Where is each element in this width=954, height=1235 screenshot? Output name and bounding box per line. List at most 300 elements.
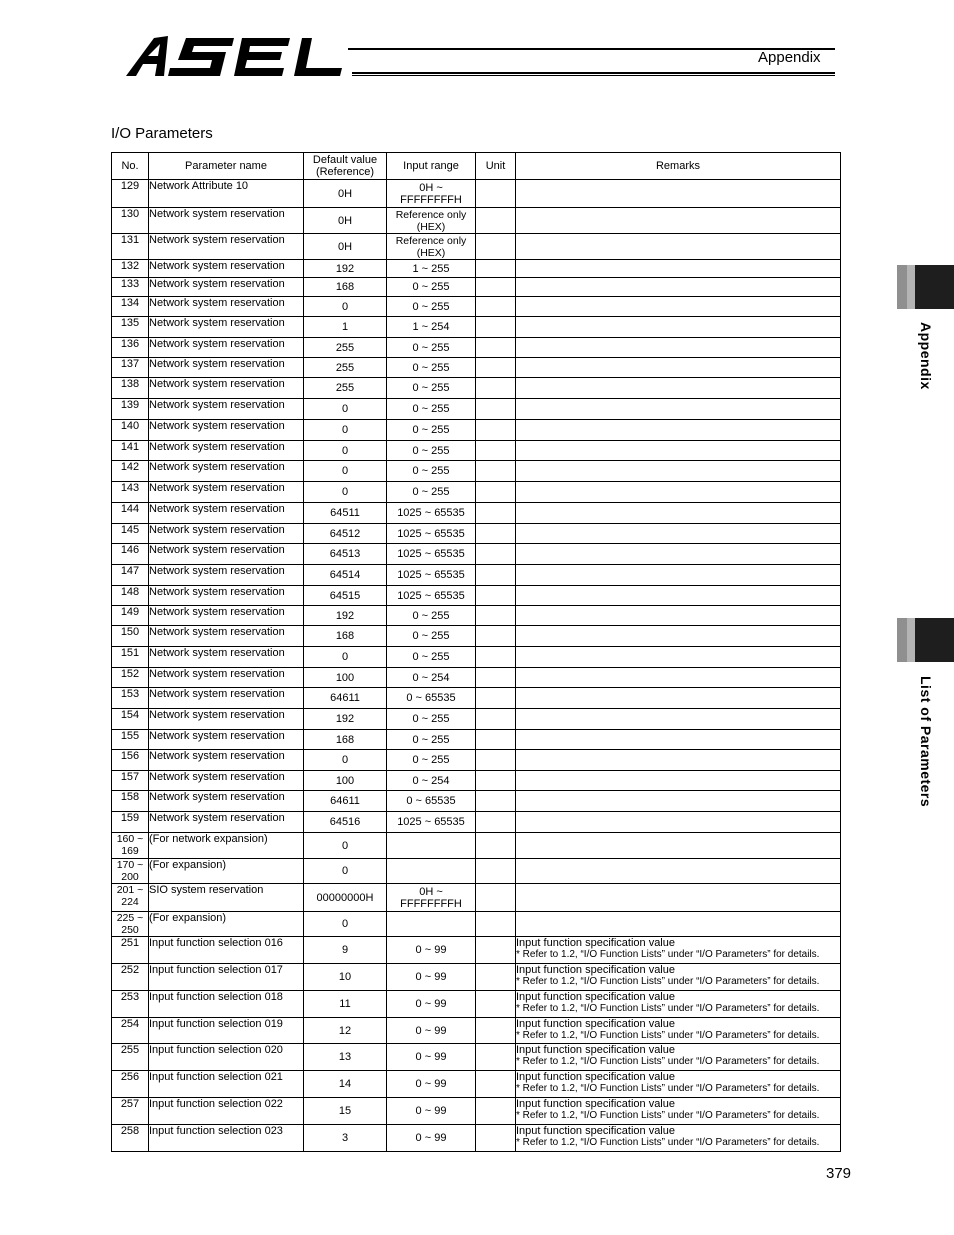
cell-remarks (516, 859, 841, 884)
cell-no: 149 (112, 606, 149, 626)
cell-unit (476, 461, 516, 482)
cell-input-range: 0 ~ 255 (387, 399, 476, 420)
cell-remarks (516, 399, 841, 420)
table-row (112, 358, 841, 378)
cell-remarks (516, 180, 841, 208)
cell-default-value: 168 (304, 626, 387, 647)
cell-input-range: 1 ~ 254 (387, 317, 476, 338)
side-tab-marker-parameters (897, 618, 954, 662)
cell-default-value: 0 (304, 833, 387, 859)
cell-unit (476, 937, 516, 964)
table-row (112, 338, 841, 358)
cell-parameter-name: Input function selection 020 (149, 1044, 304, 1071)
cell-no: 148 (112, 586, 149, 606)
table-row (112, 688, 841, 709)
cell-default-value: 64516 (304, 812, 387, 833)
cell-no: 159 (112, 812, 149, 833)
cell-default-value: 11 (304, 991, 387, 1018)
cell-input-range: 0 ~ 99 (387, 937, 476, 964)
cell-remarks (516, 668, 841, 688)
cell-parameter-name: Network system reservation (149, 399, 304, 420)
cell-default-value: 0 (304, 399, 387, 420)
cell-parameter-name: Input function selection 019 (149, 1018, 304, 1044)
cell-no: 138 (112, 378, 149, 399)
cell-parameter-name: Network system reservation (149, 317, 304, 338)
cell-remarks (516, 964, 841, 991)
cell-remarks (516, 260, 841, 278)
remarks-note: * Refer to 1.2, “I/O Function Lists” under “I/O Parameters” for details. (516, 1083, 820, 1094)
table-row (112, 482, 841, 503)
header-rule-bottom (352, 72, 835, 74)
cell-input-range: 0 ~ 65535 (387, 688, 476, 709)
cell-no: 154 (112, 709, 149, 730)
cell-unit (476, 1071, 516, 1098)
cell-remarks (516, 208, 841, 234)
table-row (112, 991, 841, 1018)
cell-no: 153 (112, 688, 149, 709)
cell-parameter-name: Network system reservation (149, 544, 304, 565)
cell-input-range: 0H ~ FFFFFFFFH (387, 884, 476, 912)
cell-default-value: 0 (304, 482, 387, 503)
cell-input-range: 1025 ~ 65535 (387, 812, 476, 833)
cell-unit (476, 1098, 516, 1125)
cell-unit (476, 180, 516, 208)
cell-default-value: 192 (304, 260, 387, 278)
cell-parameter-name: Input function selection 018 (149, 991, 304, 1018)
cell-default-value: 0 (304, 859, 387, 884)
cell-default-value: 64611 (304, 688, 387, 709)
cell-no: 254 (112, 1018, 149, 1044)
column-header-unit: Unit (476, 153, 516, 180)
cell-no: 225 ~ 250 (112, 912, 149, 937)
cell-no: 131 (112, 234, 149, 260)
cell-default-value: 64611 (304, 791, 387, 812)
cell-remarks (516, 461, 841, 482)
table-row (112, 626, 841, 647)
cell-parameter-name: Network system reservation (149, 791, 304, 812)
table-row (112, 730, 841, 750)
cell-input-range: 0 ~ 255 (387, 709, 476, 730)
cell-parameter-name: Network system reservation (149, 750, 304, 771)
cell-input-range: 0 ~ 255 (387, 647, 476, 668)
table-row (112, 441, 841, 461)
cell-remarks (516, 884, 841, 912)
cell-input-range (387, 912, 476, 937)
cell-remarks (516, 358, 841, 378)
cell-input-range: 0 ~ 255 (387, 297, 476, 317)
cell-parameter-name: Network system reservation (149, 441, 304, 461)
table-body (112, 180, 841, 1152)
cell-input-range: 1025 ~ 65535 (387, 503, 476, 524)
cell-no: 145 (112, 524, 149, 544)
cell-default-value: 64514 (304, 565, 387, 586)
cell-parameter-name: Network system reservation (149, 668, 304, 688)
cell-parameter-name: (For expansion) (149, 859, 304, 884)
cell-default-value: 10 (304, 964, 387, 991)
table-row (112, 647, 841, 668)
table-row (112, 709, 841, 730)
cell-parameter-name: Network system reservation (149, 626, 304, 647)
table-row (112, 668, 841, 688)
cell-unit (476, 771, 516, 791)
cell-parameter-name: (For expansion) (149, 912, 304, 937)
cell-no: 137 (112, 358, 149, 378)
cell-unit (476, 260, 516, 278)
cell-unit (476, 399, 516, 420)
cell-parameter-name: Input function selection 021 (149, 1071, 304, 1098)
remarks-note: * Refer to 1.2, “I/O Function Lists” under “I/O Parameters” for details. (516, 949, 820, 960)
cell-no: 146 (112, 544, 149, 565)
cell-unit (476, 565, 516, 586)
cell-unit (476, 441, 516, 461)
cell-parameter-name: (For network expansion) (149, 833, 304, 859)
side-tab-label-appendix: Appendix (918, 322, 934, 390)
table-row (112, 964, 841, 991)
cell-default-value: 0H (304, 234, 387, 260)
remarks-text: Input function specification value (516, 964, 675, 976)
cell-unit (476, 234, 516, 260)
cell-remarks (516, 730, 841, 750)
cell-no: 258 (112, 1125, 149, 1152)
cell-default-value: 168 (304, 730, 387, 750)
cell-parameter-name: Network system reservation (149, 378, 304, 399)
table-row (112, 208, 841, 234)
remarks-note: * Refer to 1.2, “I/O Function Lists” under “I/O Parameters” for details. (516, 976, 820, 987)
cell-input-range: 0 ~ 99 (387, 964, 476, 991)
cell-default-value: 0 (304, 441, 387, 461)
cell-parameter-name: Network system reservation (149, 234, 304, 260)
cell-unit (476, 544, 516, 565)
cell-unit (476, 964, 516, 991)
cell-input-range: 0 ~ 255 (387, 626, 476, 647)
cell-remarks (516, 441, 841, 461)
cell-parameter-name: Network system reservation (149, 524, 304, 544)
table-row (112, 503, 841, 524)
cell-remarks (516, 750, 841, 771)
cell-unit (476, 420, 516, 441)
cell-default-value: 64513 (304, 544, 387, 565)
cell-no: 136 (112, 338, 149, 358)
cell-default-value: 192 (304, 606, 387, 626)
cell-no: 256 (112, 1071, 149, 1098)
cell-no: 143 (112, 482, 149, 503)
header-section-label: Appendix (758, 49, 821, 66)
cell-input-range: 0 ~ 255 (387, 750, 476, 771)
table-row (112, 1098, 841, 1125)
table-row (112, 234, 841, 260)
table-row (112, 317, 841, 338)
cell-no: 155 (112, 730, 149, 750)
cell-parameter-name: Network system reservation (149, 709, 304, 730)
cell-remarks (516, 1018, 841, 1044)
cell-no: 141 (112, 441, 149, 461)
table-row (112, 420, 841, 441)
cell-input-range: 0 ~ 254 (387, 668, 476, 688)
cell-unit (476, 1044, 516, 1071)
side-tab-stripe (897, 618, 907, 662)
cell-input-range: Reference only (HEX) (387, 234, 476, 260)
cell-no: 157 (112, 771, 149, 791)
cell-remarks (516, 912, 841, 937)
cell-unit (476, 668, 516, 688)
cell-default-value: 13 (304, 1044, 387, 1071)
remarks-note: * Refer to 1.2, “I/O Function Lists” under “I/O Parameters” for details. (516, 1003, 820, 1014)
cell-unit (476, 317, 516, 338)
table-row (112, 1125, 841, 1152)
cell-no: 170 ~ 200 (112, 859, 149, 884)
cell-parameter-name: Network system reservation (149, 260, 304, 278)
cell-input-range: 1 ~ 255 (387, 260, 476, 278)
cell-remarks (516, 937, 841, 964)
cell-default-value: 9 (304, 937, 387, 964)
cell-parameter-name: Network system reservation (149, 771, 304, 791)
cell-input-range: 0 ~ 255 (387, 420, 476, 441)
column-header-remarks: Remarks (516, 153, 841, 180)
cell-parameter-name: Network system reservation (149, 278, 304, 297)
cell-default-value: 0 (304, 297, 387, 317)
column-header-default-value-text: Default value (Reference) (312, 154, 378, 178)
cell-unit (476, 688, 516, 709)
cell-parameter-name: Network system reservation (149, 208, 304, 234)
cell-unit (476, 647, 516, 668)
cell-default-value: 255 (304, 338, 387, 358)
cell-no: 130 (112, 208, 149, 234)
asel-logo (124, 34, 346, 78)
cell-input-range: 0 ~ 99 (387, 1125, 476, 1152)
cell-remarks (516, 420, 841, 441)
table-row (112, 297, 841, 317)
cell-remarks (516, 338, 841, 358)
table-row (112, 859, 841, 884)
cell-input-range: 0 ~ 255 (387, 461, 476, 482)
cell-input-range: 0 ~ 255 (387, 278, 476, 297)
cell-remarks (516, 317, 841, 338)
cell-remarks (516, 1044, 841, 1071)
cell-parameter-name: Network system reservation (149, 482, 304, 503)
cell-parameter-name: Network system reservation (149, 730, 304, 750)
table-row (112, 1071, 841, 1098)
remarks-note: * Refer to 1.2, “I/O Function Lists” under “I/O Parameters” for details. (516, 1056, 820, 1067)
cell-remarks (516, 771, 841, 791)
cell-unit (476, 912, 516, 937)
remarks-text: Input function specification value (516, 937, 675, 949)
cell-unit (476, 378, 516, 399)
cell-no: 129 (112, 180, 149, 208)
section-title: I/O Parameters (111, 125, 213, 142)
remarks-text: Input function specification value (516, 1098, 675, 1110)
cell-input-range: 1025 ~ 65535 (387, 544, 476, 565)
cell-parameter-name: Network system reservation (149, 461, 304, 482)
table-row (112, 791, 841, 812)
table-row (112, 912, 841, 937)
cell-remarks (516, 297, 841, 317)
cell-remarks (516, 709, 841, 730)
table-row (112, 833, 841, 859)
cell-unit (476, 730, 516, 750)
cell-input-range: 0 ~ 254 (387, 771, 476, 791)
table-row (112, 524, 841, 544)
cell-default-value: 0H (304, 180, 387, 208)
table-row (112, 771, 841, 791)
cell-input-range: 0 ~ 65535 (387, 791, 476, 812)
cell-parameter-name: Network Attribute 10 (149, 180, 304, 208)
side-tab-label-list-of-parameters: List of Parameters (918, 676, 934, 808)
cell-remarks (516, 278, 841, 297)
cell-remarks (516, 524, 841, 544)
cell-default-value: 00000000H (304, 884, 387, 912)
cell-default-value: 12 (304, 1018, 387, 1044)
cell-default-value: 0 (304, 420, 387, 441)
cell-unit (476, 812, 516, 833)
cell-unit (476, 709, 516, 730)
cell-default-value: 3 (304, 1125, 387, 1152)
cell-input-range (387, 859, 476, 884)
cell-unit (476, 884, 516, 912)
cell-no: 257 (112, 1098, 149, 1125)
cell-no: 252 (112, 964, 149, 991)
cell-remarks (516, 234, 841, 260)
remarks-note: * Refer to 1.2, “I/O Function Lists” under “I/O Parameters” for details. (516, 1110, 820, 1121)
cell-default-value: 255 (304, 358, 387, 378)
table-row (112, 1018, 841, 1044)
cell-parameter-name: Network system reservation (149, 420, 304, 441)
remarks-text: Input function specification value (516, 1018, 675, 1030)
cell-unit (476, 482, 516, 503)
cell-default-value: 0 (304, 750, 387, 771)
cell-remarks (516, 688, 841, 709)
cell-input-range: 0 ~ 255 (387, 730, 476, 750)
cell-default-value: 0 (304, 912, 387, 937)
cell-remarks (516, 812, 841, 833)
cell-unit (476, 626, 516, 647)
cell-remarks (516, 586, 841, 606)
remarks-text: Input function specification value (516, 1071, 675, 1083)
table-row (112, 180, 841, 208)
cell-unit (476, 791, 516, 812)
cell-input-range (387, 833, 476, 859)
cell-parameter-name: Network system reservation (149, 565, 304, 586)
cell-parameter-name: Network system reservation (149, 586, 304, 606)
cell-no: 255 (112, 1044, 149, 1071)
cell-no: 251 (112, 937, 149, 964)
cell-unit (476, 358, 516, 378)
cell-remarks (516, 503, 841, 524)
cell-default-value: 100 (304, 771, 387, 791)
cell-input-range: 0 ~ 99 (387, 1018, 476, 1044)
cell-parameter-name: Network system reservation (149, 812, 304, 833)
cell-no: 160 ~ 169 (112, 833, 149, 859)
cell-parameter-name: Input function selection 023 (149, 1125, 304, 1152)
cell-parameter-name: Network system reservation (149, 297, 304, 317)
cell-input-range: 0 ~ 99 (387, 1071, 476, 1098)
cell-unit (476, 833, 516, 859)
column-header-parameter-name: Parameter name (149, 153, 304, 180)
cell-unit (476, 750, 516, 771)
cell-no: 142 (112, 461, 149, 482)
cell-input-range: 0 ~ 255 (387, 338, 476, 358)
header-rule-bottom-thin (352, 75, 835, 76)
cell-remarks (516, 833, 841, 859)
cell-remarks (516, 565, 841, 586)
cell-parameter-name: SIO system reservation (149, 884, 304, 912)
cell-no: 132 (112, 260, 149, 278)
table-row (112, 278, 841, 297)
cell-no: 201 ~ 224 (112, 884, 149, 912)
cell-input-range: 0 ~ 99 (387, 1098, 476, 1125)
cell-unit (476, 1125, 516, 1152)
cell-no: 158 (112, 791, 149, 812)
cell-remarks (516, 791, 841, 812)
cell-no: 150 (112, 626, 149, 647)
table-row (112, 750, 841, 771)
cell-default-value: 15 (304, 1098, 387, 1125)
cell-remarks (516, 647, 841, 668)
side-tab-stripe (897, 265, 907, 309)
cell-no: 156 (112, 750, 149, 771)
remarks-text: Input function specification value (516, 1044, 675, 1056)
table-row (112, 812, 841, 833)
cell-parameter-name: Input function selection 022 (149, 1098, 304, 1125)
cell-no: 147 (112, 565, 149, 586)
table-header-row (112, 153, 841, 180)
cell-remarks (516, 626, 841, 647)
table-row (112, 544, 841, 565)
cell-unit (476, 606, 516, 626)
side-tab-block (915, 265, 954, 309)
cell-input-range: 1025 ~ 65535 (387, 586, 476, 606)
cell-default-value: 255 (304, 378, 387, 399)
cell-default-value: 1 (304, 317, 387, 338)
cell-unit (476, 524, 516, 544)
remarks-text: Input function specification value (516, 991, 675, 1003)
table-row (112, 399, 841, 420)
cell-input-range: 1025 ~ 65535 (387, 524, 476, 544)
cell-remarks (516, 544, 841, 565)
cell-parameter-name: Network system reservation (149, 606, 304, 626)
remarks-note: * Refer to 1.2, “I/O Function Lists” under “I/O Parameters” for details. (516, 1030, 820, 1041)
side-tab-block (915, 618, 954, 662)
cell-no: 253 (112, 991, 149, 1018)
cell-remarks (516, 482, 841, 503)
cell-input-range: 0 ~ 255 (387, 358, 476, 378)
cell-unit (476, 338, 516, 358)
cell-unit (476, 586, 516, 606)
cell-unit (476, 208, 516, 234)
cell-remarks (516, 606, 841, 626)
cell-parameter-name: Network system reservation (149, 647, 304, 668)
cell-input-range: 0H ~ FFFFFFFFH (387, 180, 476, 208)
side-tab-marker-appendix (897, 265, 954, 309)
remarks-text: Input function specification value (516, 1125, 675, 1137)
table-row (112, 565, 841, 586)
cell-default-value: 0 (304, 647, 387, 668)
table-row (112, 461, 841, 482)
cell-input-range: Reference only (HEX) (387, 208, 476, 234)
cell-input-range: 0 ~ 255 (387, 482, 476, 503)
cell-unit (476, 859, 516, 884)
cell-input-range: 0 ~ 99 (387, 991, 476, 1018)
side-tab-stripe (907, 265, 915, 309)
cell-default-value: 14 (304, 1071, 387, 1098)
io-parameters-table (111, 152, 841, 1152)
cell-input-range: 0 ~ 99 (387, 1044, 476, 1071)
table-row (112, 884, 841, 912)
table-row (112, 260, 841, 278)
cell-no: 152 (112, 668, 149, 688)
cell-default-value: 0 (304, 461, 387, 482)
cell-input-range: 0 ~ 255 (387, 378, 476, 399)
cell-remarks (516, 1071, 841, 1098)
